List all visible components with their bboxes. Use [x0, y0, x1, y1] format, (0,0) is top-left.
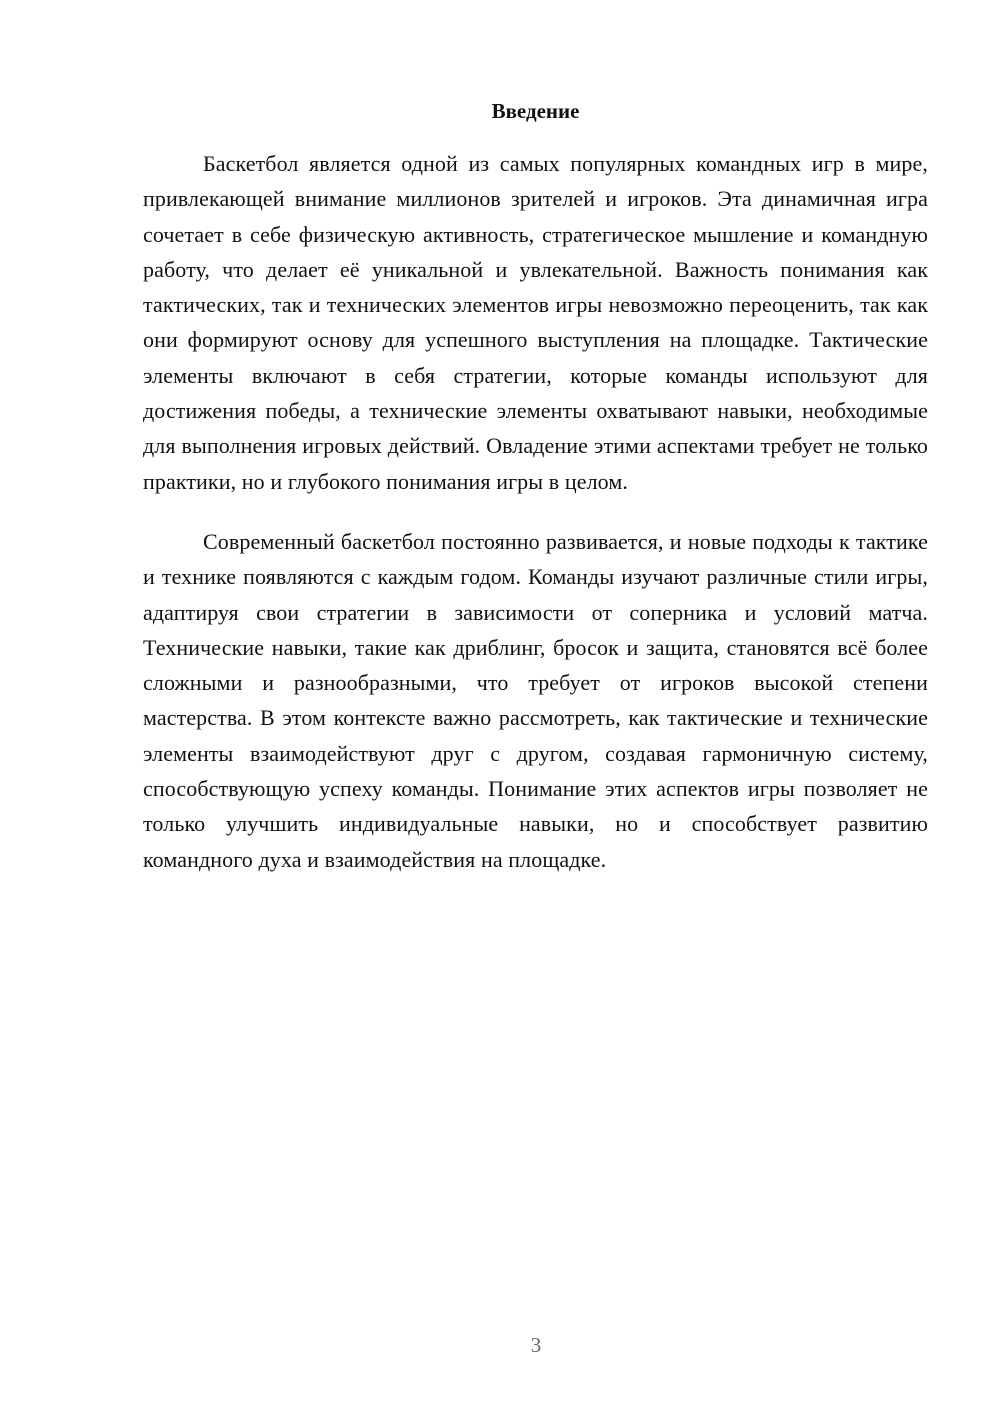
section-title: Введение [491, 99, 580, 123]
paragraph-1: Баскетбол является одной из самых популярных командных игр в мире, привлекающей внимание миллионов зрителей и игроков. Эта динамичная игра сочетает в себе физическую активность, стратегическое мышление и командную работу, что делает её уникальной и увлекательной. Важность понимания как тактических, так и технических элементов игры невозможно переоценить, так как они формируют основу для успешного выступления на площадке. Тактические элементы включают в себя стратегии, которые команды используют для достижения победы, а технические элементы охватывают навыки, необходимые для выполнения игровых действий. Овладение этими аспектами требует не только практики, но и глубокого понимания игры в целом. [143, 151, 928, 494]
page-content [143, 96, 928, 877]
paragraph-2: Современный баскетбол постоянно развивается, и новые подходы к тактике и технике появляются с каждым годом. Команды изучают различные стили игры, адаптируя свои стратегии в зависимости от соперника и условий матча. Технические навыки, такие как дриблинг, бросок и защита, становятся всё более сложными и разнообразными, что требует от игроков высокой степени мастерства. В этом контексте важно рассмотреть, как тактические и технические элементы взаимодействуют друг с другом, создавая гармоничную систему, способствующую успеху команды. Понимание этих аспектов игры позволяет не только улучшить индивидуальные навыки, но и способствует развитию командного духа и взаимодействия на площадке. [143, 528, 928, 872]
page-number: 3 [530, 1333, 542, 1357]
